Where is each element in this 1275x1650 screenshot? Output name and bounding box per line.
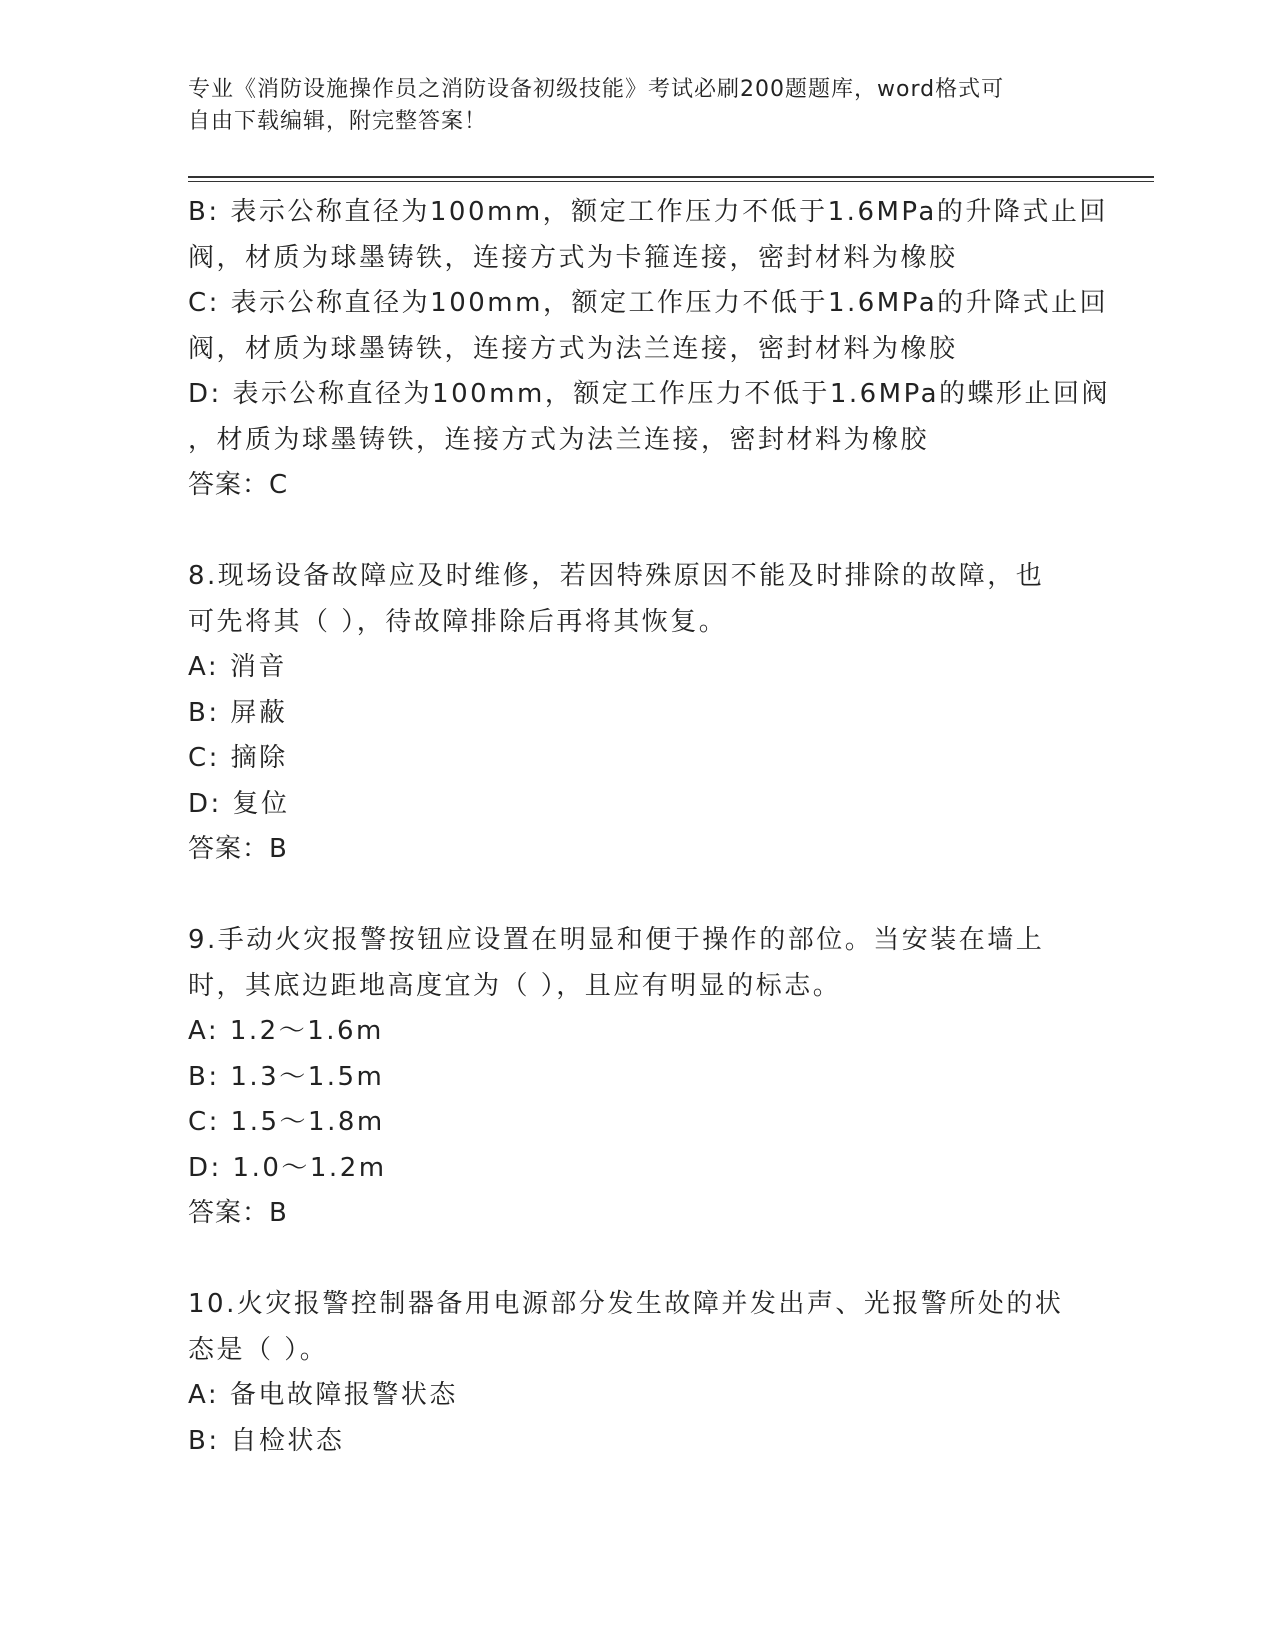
option-a: A: 备电故障报警状态 (188, 1380, 458, 1410)
option-b-line-1: B: 表示公称直径为100mm，额定工作压力不低于1.6MPa的升降式止回 (188, 197, 1108, 227)
spacer (188, 1237, 1088, 1283)
question-9 (188, 918, 1088, 1237)
question-stem-line-1: 8.现场设备故障应及时维修，若因特殊原因不能及时排除的故障，也 (188, 561, 1045, 591)
question-stem-line-2: 态是（ ）。 (188, 1334, 329, 1365)
option-b-line-2: 阀，材质为球墨铸铁，连接方式为卡箍连接，密封材料为橡胶 (188, 242, 958, 273)
option-a: A: 消音 (188, 652, 287, 682)
question-8 (188, 554, 1088, 873)
document-header (188, 74, 1088, 138)
spacer (188, 873, 1088, 919)
answer: 答案：C (188, 470, 289, 500)
option-c: C: 摘除 (188, 743, 288, 773)
option-d: D: 复位 (188, 788, 290, 819)
header-line-1: 专业《消防设施操作员之消防设备初级技能》考试必刷200题题库，word格式可 (188, 77, 1005, 102)
header-divider (188, 176, 1154, 182)
option-c-line-1: C: 表示公称直径为100mm，额定工作压力不低于1.6MPa的升降式止回 (188, 288, 1109, 318)
option-a: A: 1.2～1.6m (188, 1016, 384, 1046)
spacer (188, 509, 1088, 555)
question-10 (188, 1282, 1088, 1464)
answer: 答案：B (188, 1198, 288, 1228)
question-stem-line-2: 可先将其（ ），待故障排除后再将其恢复。 (188, 606, 728, 637)
question-7-continuation (188, 190, 1111, 509)
option-d: D: 1.0～1.2m (188, 1152, 387, 1183)
question-stem-line-2: 时，其底边距地高度宜为（ ），且应有明显的标志。 (188, 970, 842, 1001)
question-stem-line-1: 10.火灾报警控制器备用电源部分发生故障并发出声、光报警所处的状 (188, 1289, 1064, 1319)
option-c: C: 1.5～1.8m (188, 1107, 385, 1137)
header-line-2: 自由下载编辑，附完整答案！ (188, 109, 488, 134)
option-b: B: 屏蔽 (188, 697, 288, 728)
option-b: B: 自检状态 (188, 1425, 345, 1456)
option-c-line-2: 阀，材质为球墨铸铁，连接方式为法兰连接，密封材料为橡胶 (188, 333, 958, 364)
question-list (188, 190, 1111, 1464)
option-d-line-1: D: 表示公称直径为100mm，额定工作压力不低于1.6MPa的蝶形止回阀 (188, 379, 1111, 409)
answer: 答案：B (188, 834, 288, 864)
question-stem-line-1: 9.手动火灾报警按钮应设置在明显和便于操作的部位。当安装在墙上 (188, 925, 1045, 955)
option-d-line-2: ，材质为球墨铸铁，连接方式为法兰连接，密封材料为橡胶 (188, 424, 930, 455)
option-b: B: 1.3～1.5m (188, 1061, 385, 1092)
